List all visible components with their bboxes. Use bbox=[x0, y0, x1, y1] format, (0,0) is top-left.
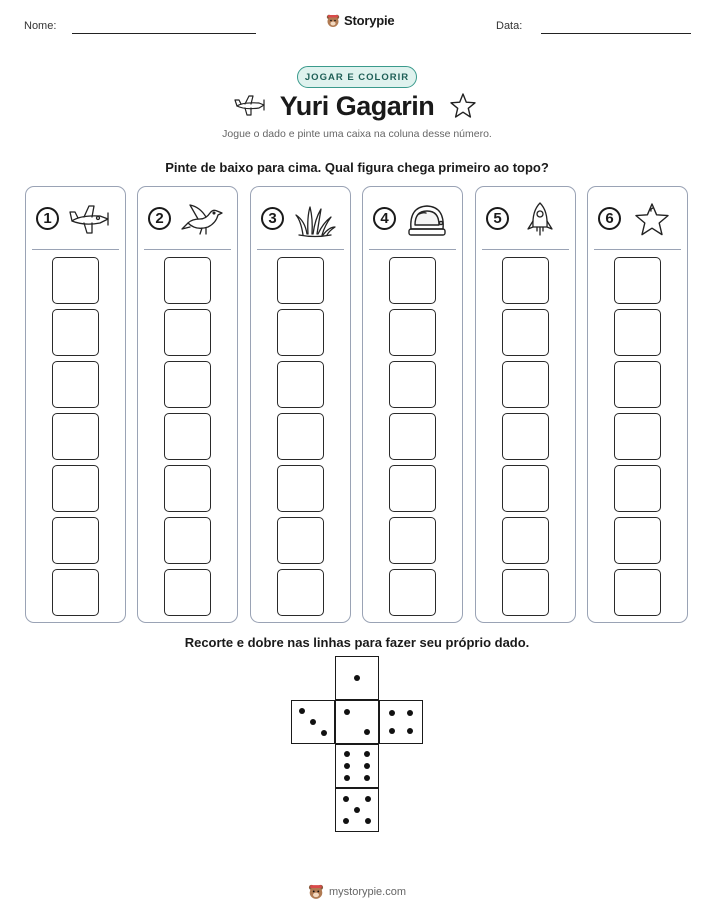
color-box[interactable] bbox=[164, 465, 211, 512]
dice-face-6 bbox=[335, 744, 379, 788]
dice-pip bbox=[344, 709, 350, 715]
column-divider bbox=[369, 249, 456, 250]
dice-pip bbox=[364, 729, 370, 735]
column-2 bbox=[137, 186, 238, 623]
dice-face-4 bbox=[379, 700, 423, 744]
dice-face-3 bbox=[291, 700, 335, 744]
bear-logo-icon bbox=[326, 14, 340, 28]
dice-pip bbox=[344, 763, 350, 769]
color-box[interactable] bbox=[614, 309, 661, 356]
color-box[interactable] bbox=[277, 569, 324, 616]
name-line[interactable] bbox=[72, 33, 256, 34]
brand-logo bbox=[326, 13, 394, 28]
column-5 bbox=[475, 186, 576, 623]
column-divider bbox=[257, 249, 344, 250]
color-box[interactable] bbox=[277, 361, 324, 408]
color-box[interactable] bbox=[164, 569, 211, 616]
bear-logo-icon bbox=[308, 884, 324, 900]
color-box[interactable] bbox=[389, 465, 436, 512]
color-box[interactable] bbox=[614, 257, 661, 304]
dice-pip bbox=[343, 818, 349, 824]
dice-pip bbox=[364, 775, 370, 781]
column-divider bbox=[144, 249, 231, 250]
column-number: 5 bbox=[486, 207, 509, 230]
cut-instruction: Recorte e dobre nas linhas para fazer seu próprio dado. bbox=[184, 635, 530, 650]
color-box[interactable] bbox=[164, 361, 211, 408]
color-box[interactable] bbox=[52, 517, 99, 564]
color-box[interactable] bbox=[389, 309, 436, 356]
color-box[interactable] bbox=[277, 517, 324, 564]
dice-pip bbox=[364, 763, 370, 769]
instruction: Pinte de baixo para cima. Qual figura chega primeiro ao topo? bbox=[165, 160, 549, 175]
dice-pip bbox=[365, 796, 371, 802]
column-divider bbox=[32, 249, 119, 250]
astronaut-helmet-icon bbox=[405, 201, 449, 239]
color-box[interactable] bbox=[389, 361, 436, 408]
dice-pip bbox=[321, 730, 327, 736]
dice-pip bbox=[389, 710, 395, 716]
star-icon bbox=[449, 92, 477, 120]
date-label: Data: bbox=[496, 20, 523, 32]
color-box[interactable] bbox=[502, 257, 549, 304]
color-box[interactable] bbox=[164, 257, 211, 304]
bird-icon bbox=[180, 201, 224, 239]
dice-pip bbox=[407, 710, 413, 716]
color-box[interactable] bbox=[389, 569, 436, 616]
airplane-icon bbox=[68, 201, 112, 239]
color-box[interactable] bbox=[389, 257, 436, 304]
brand-name: Storypie bbox=[344, 13, 395, 28]
color-box[interactable] bbox=[52, 257, 99, 304]
color-box[interactable] bbox=[277, 465, 324, 512]
dice-face-1 bbox=[335, 656, 379, 700]
color-box[interactable] bbox=[52, 361, 99, 408]
column-6 bbox=[587, 186, 688, 623]
column-number: 3 bbox=[261, 207, 284, 230]
color-box[interactable] bbox=[389, 517, 436, 564]
color-box[interactable] bbox=[502, 569, 549, 616]
activity-badge: JOGAR E COLORIR bbox=[297, 66, 417, 88]
dice-pip bbox=[344, 775, 350, 781]
color-box[interactable] bbox=[389, 413, 436, 460]
color-box[interactable] bbox=[614, 413, 661, 460]
dice-pip bbox=[365, 818, 371, 824]
dice-pip bbox=[354, 675, 360, 681]
color-box[interactable] bbox=[277, 257, 324, 304]
color-box[interactable] bbox=[164, 517, 211, 564]
column-divider bbox=[482, 249, 569, 250]
dice-pip bbox=[364, 751, 370, 757]
dice-face-2 bbox=[335, 700, 379, 744]
star-icon bbox=[630, 201, 674, 239]
dice-pip bbox=[299, 708, 305, 714]
column-1 bbox=[25, 186, 126, 623]
color-box[interactable] bbox=[614, 569, 661, 616]
grass-icon bbox=[293, 201, 337, 239]
color-box[interactable] bbox=[614, 517, 661, 564]
color-box[interactable] bbox=[164, 309, 211, 356]
color-box[interactable] bbox=[502, 413, 549, 460]
column-4 bbox=[362, 186, 463, 623]
color-box[interactable] bbox=[277, 413, 324, 460]
dice-pip bbox=[344, 751, 350, 757]
color-box[interactable] bbox=[52, 465, 99, 512]
color-box[interactable] bbox=[614, 465, 661, 512]
color-box[interactable] bbox=[502, 465, 549, 512]
column-number: 1 bbox=[36, 207, 59, 230]
dice-face-5 bbox=[335, 788, 379, 832]
footer-url: mystorypie.com bbox=[329, 886, 407, 898]
color-box[interactable] bbox=[164, 413, 211, 460]
dice-pip bbox=[389, 728, 395, 734]
color-box[interactable] bbox=[277, 309, 324, 356]
color-box[interactable] bbox=[52, 309, 99, 356]
color-box[interactable] bbox=[52, 569, 99, 616]
color-box[interactable] bbox=[614, 361, 661, 408]
dice-pip bbox=[343, 796, 349, 802]
dice-pip bbox=[407, 728, 413, 734]
column-number: 6 bbox=[598, 207, 621, 230]
dice-pip bbox=[354, 807, 360, 813]
color-box[interactable] bbox=[502, 309, 549, 356]
column-number: 4 bbox=[373, 207, 396, 230]
footer bbox=[308, 884, 406, 900]
color-box[interactable] bbox=[502, 517, 549, 564]
color-box[interactable] bbox=[52, 413, 99, 460]
dice-pip bbox=[310, 719, 316, 725]
name-label: Nome: bbox=[24, 20, 57, 32]
date-line[interactable] bbox=[541, 33, 691, 34]
column-number: 2 bbox=[148, 207, 171, 230]
color-box[interactable] bbox=[502, 361, 549, 408]
page-title: Yuri Gagarin bbox=[279, 91, 435, 121]
rocket-icon bbox=[518, 201, 562, 239]
column-3 bbox=[250, 186, 351, 623]
column-divider bbox=[594, 249, 681, 250]
subtitle: Jogue o dado e pinte uma caixa na coluna desse número. bbox=[222, 128, 492, 140]
